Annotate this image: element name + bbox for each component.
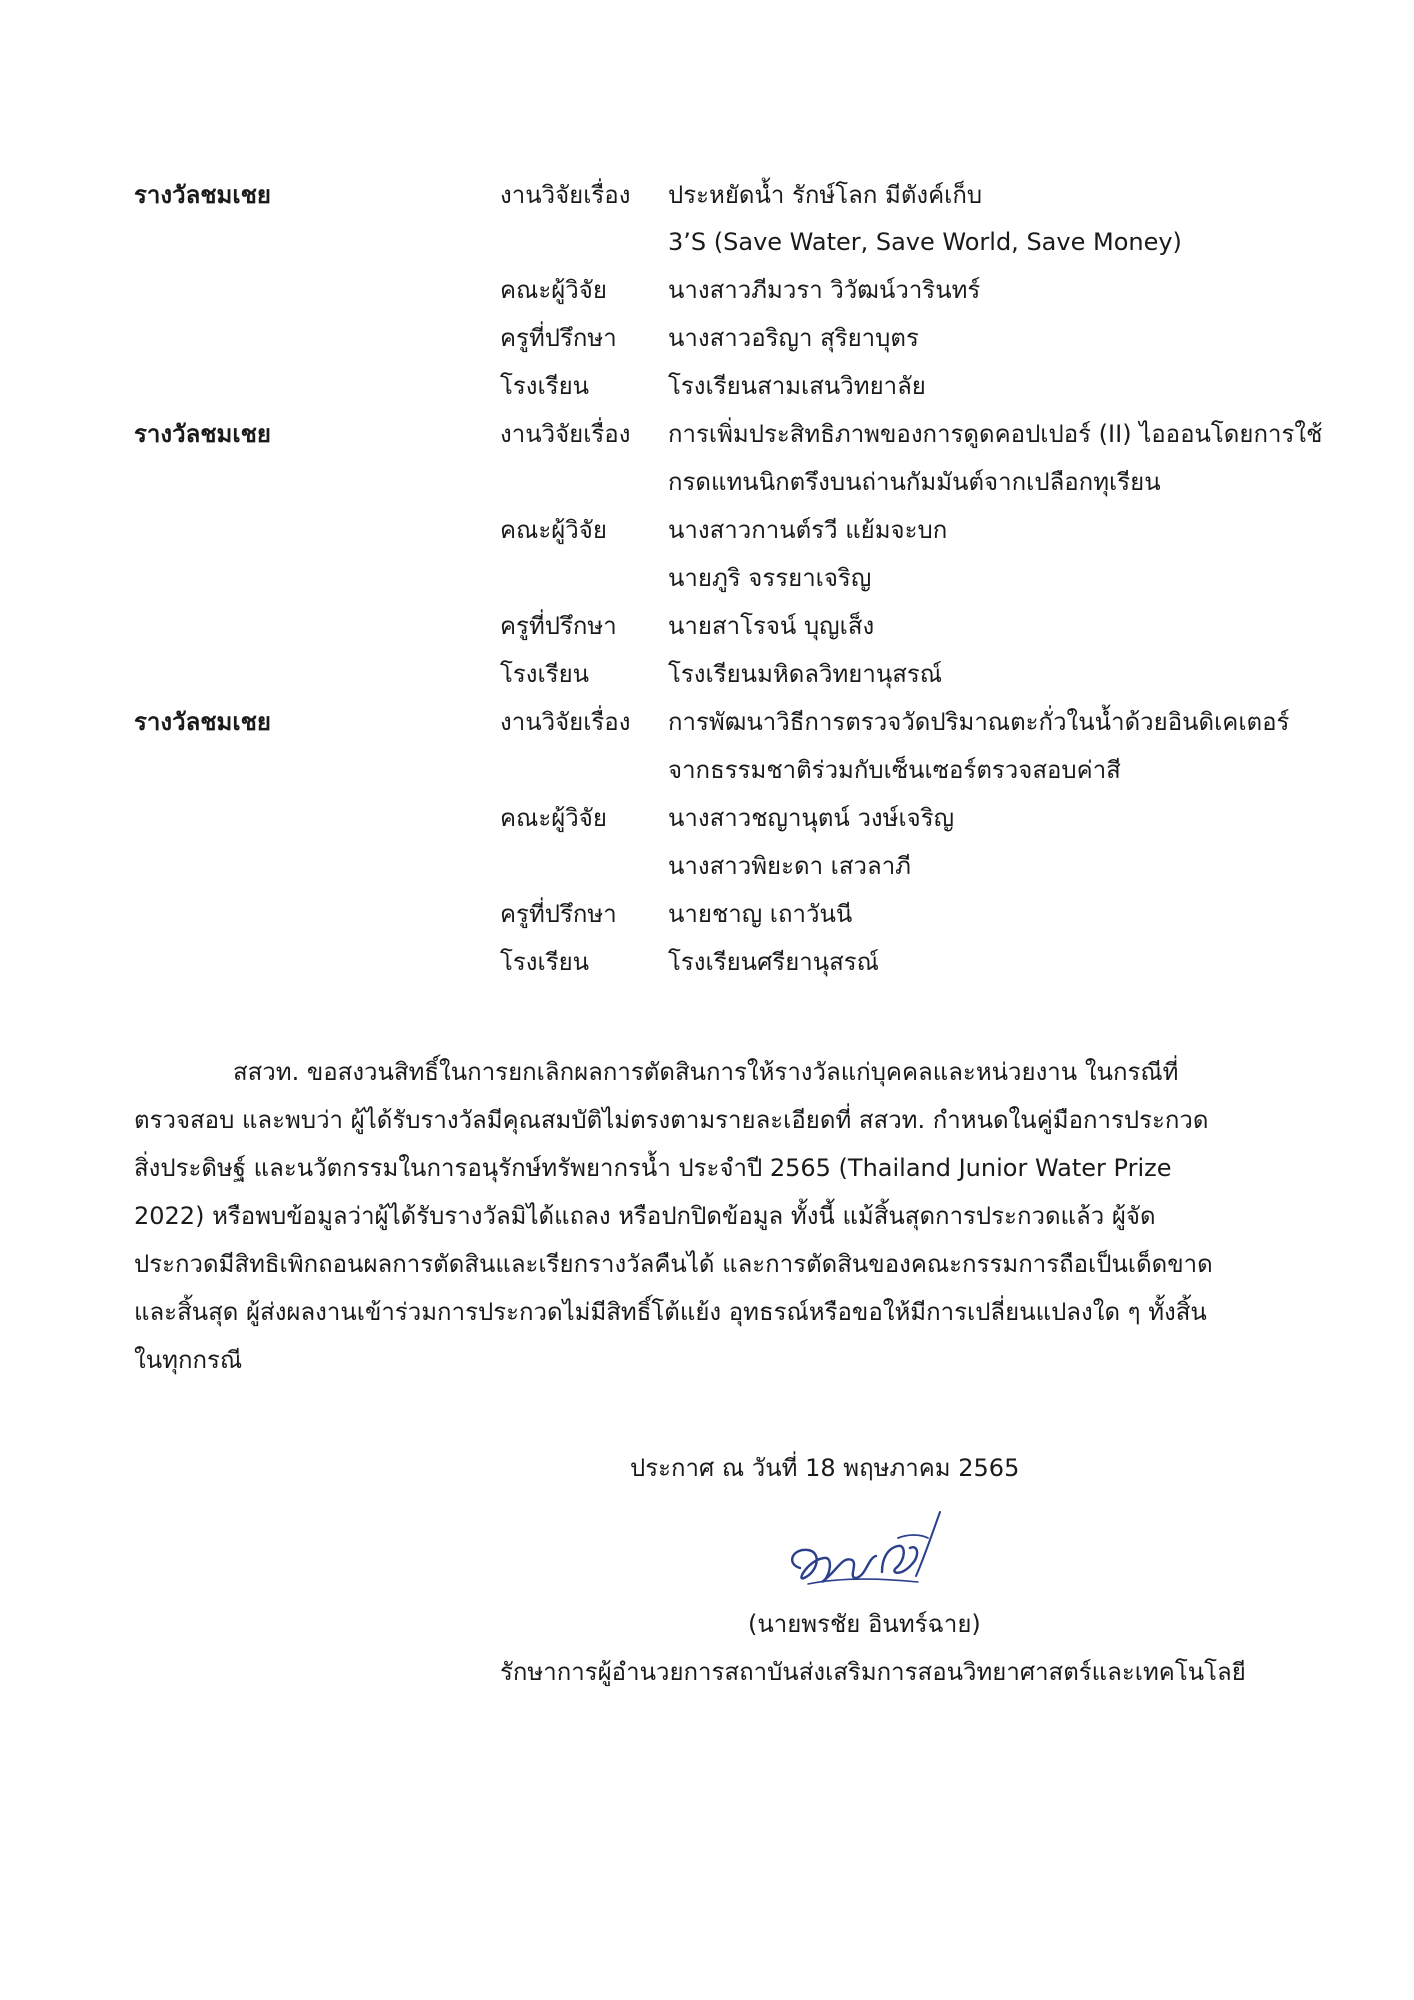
school-name: โรงเรียนศรียานุสรณ์	[668, 948, 879, 976]
entry-3-researchers-row-2	[0, 846, 1414, 886]
research-title-label: งานวิจัยเรื่อง	[500, 181, 631, 209]
research-title-line: กรดแทนนิกตรึงบนถ่านกัมมันต์จากเปลือกทุเรียน	[668, 468, 1161, 496]
notice-line: ในทุกกรณี	[134, 1346, 243, 1374]
signatory-position: รักษาการผู้อำนวยการสถาบันส่งเสริมการสอนวิทยาศาสตร์และเทคโนโลยี	[500, 1658, 1246, 1686]
research-title-label: งานวิจัยเรื่อง	[500, 420, 631, 448]
entry-1-school-row	[0, 366, 1414, 406]
notice-line: และสิ้นสุด ผู้ส่งผลงานเข้าร่วมการประกวดไม่มีสิทธิ์โต้แย้ง อุทธรณ์หรือขอให้มีการเปลี่ยนแปลงใด ๆ ทั้งสิ้น	[134, 1298, 1207, 1326]
notice-line: 2022) หรือพบข้อมูลว่าผู้ได้รับรางวัลมิได้แถลง หรือปกปิดข้อมูล ทั้งนี้ แม้สิ้นสุดการประกวดแล้ว ผู้จัด	[134, 1202, 1156, 1230]
entry-3-title-row-2	[0, 750, 1414, 790]
research-title-line: การพัฒนาวิธีการตรวจวัดปริมาณตะกั่วในน้ำด้วยอินดิเคเตอร์	[668, 708, 1290, 736]
advisor-label: ครูที่ปรึกษา	[500, 612, 617, 640]
school-label: โรงเรียน	[500, 660, 590, 688]
researcher-name: นางสาวกานต์รวี แย้มจะบก	[668, 516, 948, 544]
school-name: โรงเรียนสามเสนวิทยาลัย	[668, 372, 926, 400]
award-label: รางวัลชมเชย	[134, 708, 271, 736]
award-label: รางวัลชมเชย	[134, 181, 271, 209]
entry-3-advisor-row	[0, 894, 1414, 934]
notice-line: สิ่งประดิษฐ์ และนวัตกรรมในการอนุรักษ์ทรัพยากรน้ำ ประจำปี 2565 (Thailand Junior Water Prize	[134, 1154, 1172, 1182]
researcher-name: นางสาวชญานุตน์ วงษ์เจริญ	[668, 804, 955, 832]
entry-2-advisor-row	[0, 606, 1414, 646]
researchers-label: คณะผู้วิจัย	[500, 804, 607, 832]
researchers-label: คณะผู้วิจัย	[500, 516, 607, 544]
researchers-label: คณะผู้วิจัย	[500, 276, 607, 304]
school-label: โรงเรียน	[500, 372, 590, 400]
announcement-date: ประกาศ ณ วันที่ 18 พฤษภาคม 2565	[630, 1454, 1020, 1482]
school-label: โรงเรียน	[500, 948, 590, 976]
research-title-line: 3’S (Save Water, Save World, Save Money)	[668, 228, 1182, 256]
research-title-label: งานวิจัยเรื่อง	[500, 708, 631, 736]
entry-1-title-row	[0, 175, 1414, 215]
school-name: โรงเรียนมหิดลวิทยานุสรณ์	[668, 660, 943, 688]
award-label: รางวัลชมเชย	[134, 420, 271, 448]
entry-1-advisor-row	[0, 318, 1414, 358]
entry-3-researchers-row	[0, 798, 1414, 838]
advisor-label: ครูที่ปรึกษา	[500, 324, 617, 352]
signatory-name: (นายพรชัย อินทร์ฉาย)	[748, 1610, 981, 1638]
advisor-name: นายสาโรจน์ บุญเส็ง	[668, 612, 875, 640]
researcher-name: นางสาวภีมวรา วิวัฒน์วารินทร์	[668, 276, 981, 304]
signature-image	[778, 1498, 978, 1608]
notice-line: ตรวจสอบ และพบว่า ผู้ได้รับรางวัลมีคุณสมบัติไม่ตรงตามรายละเอียดที่ สสวท. กำหนดในคู่มือการประกวด	[134, 1106, 1209, 1134]
entry-1-researchers-row	[0, 270, 1414, 310]
notice-line: ประกวดมีสิทธิเพิกถอนผลการตัดสินและเรียกรางวัลคืนได้ และการตัดสินของคณะกรรมการถือเป็นเด็ดขาด	[134, 1250, 1213, 1278]
advisor-name: นายชาญ เถาวันนี	[668, 900, 853, 928]
entry-3-school-row	[0, 942, 1414, 982]
advisor-name: นางสาวอริญา สุริยาบุตร	[668, 324, 919, 352]
researcher-name: นายภูริ จรรยาเจริญ	[668, 564, 872, 592]
advisor-label: ครูที่ปรึกษา	[500, 900, 617, 928]
research-title-line: จากธรรมชาติร่วมกับเซ็นเซอร์ตรวจสอบค่าสี	[668, 756, 1121, 784]
notice-line: สสวท. ขอสงวนสิทธิ์ในการยกเลิกผลการตัดสินการให้รางวัลแก่บุคคลและหน่วยงาน ในกรณีที่	[233, 1058, 1179, 1086]
entry-2-title-row	[0, 414, 1414, 454]
entry-3-title-row	[0, 702, 1414, 742]
notice-paragraph	[134, 1048, 1246, 1384]
entry-2-researchers-row	[0, 510, 1414, 550]
entry-2-school-row	[0, 654, 1414, 694]
entry-2-title-row-2	[0, 462, 1414, 502]
entry-1-title-row-2	[0, 222, 1414, 262]
research-title-line: การเพิ่มประสิทธิภาพของการดูดคอปเปอร์ (II) ไอออนโดยการใช้	[668, 420, 1323, 448]
research-title-line: ประหยัดน้ำ รักษ์โลก มีตังค์เก็บ	[668, 181, 983, 209]
entry-2-researchers-row-2	[0, 558, 1414, 598]
researcher-name: นางสาวพิยะดา เสวลาภี	[668, 852, 911, 880]
